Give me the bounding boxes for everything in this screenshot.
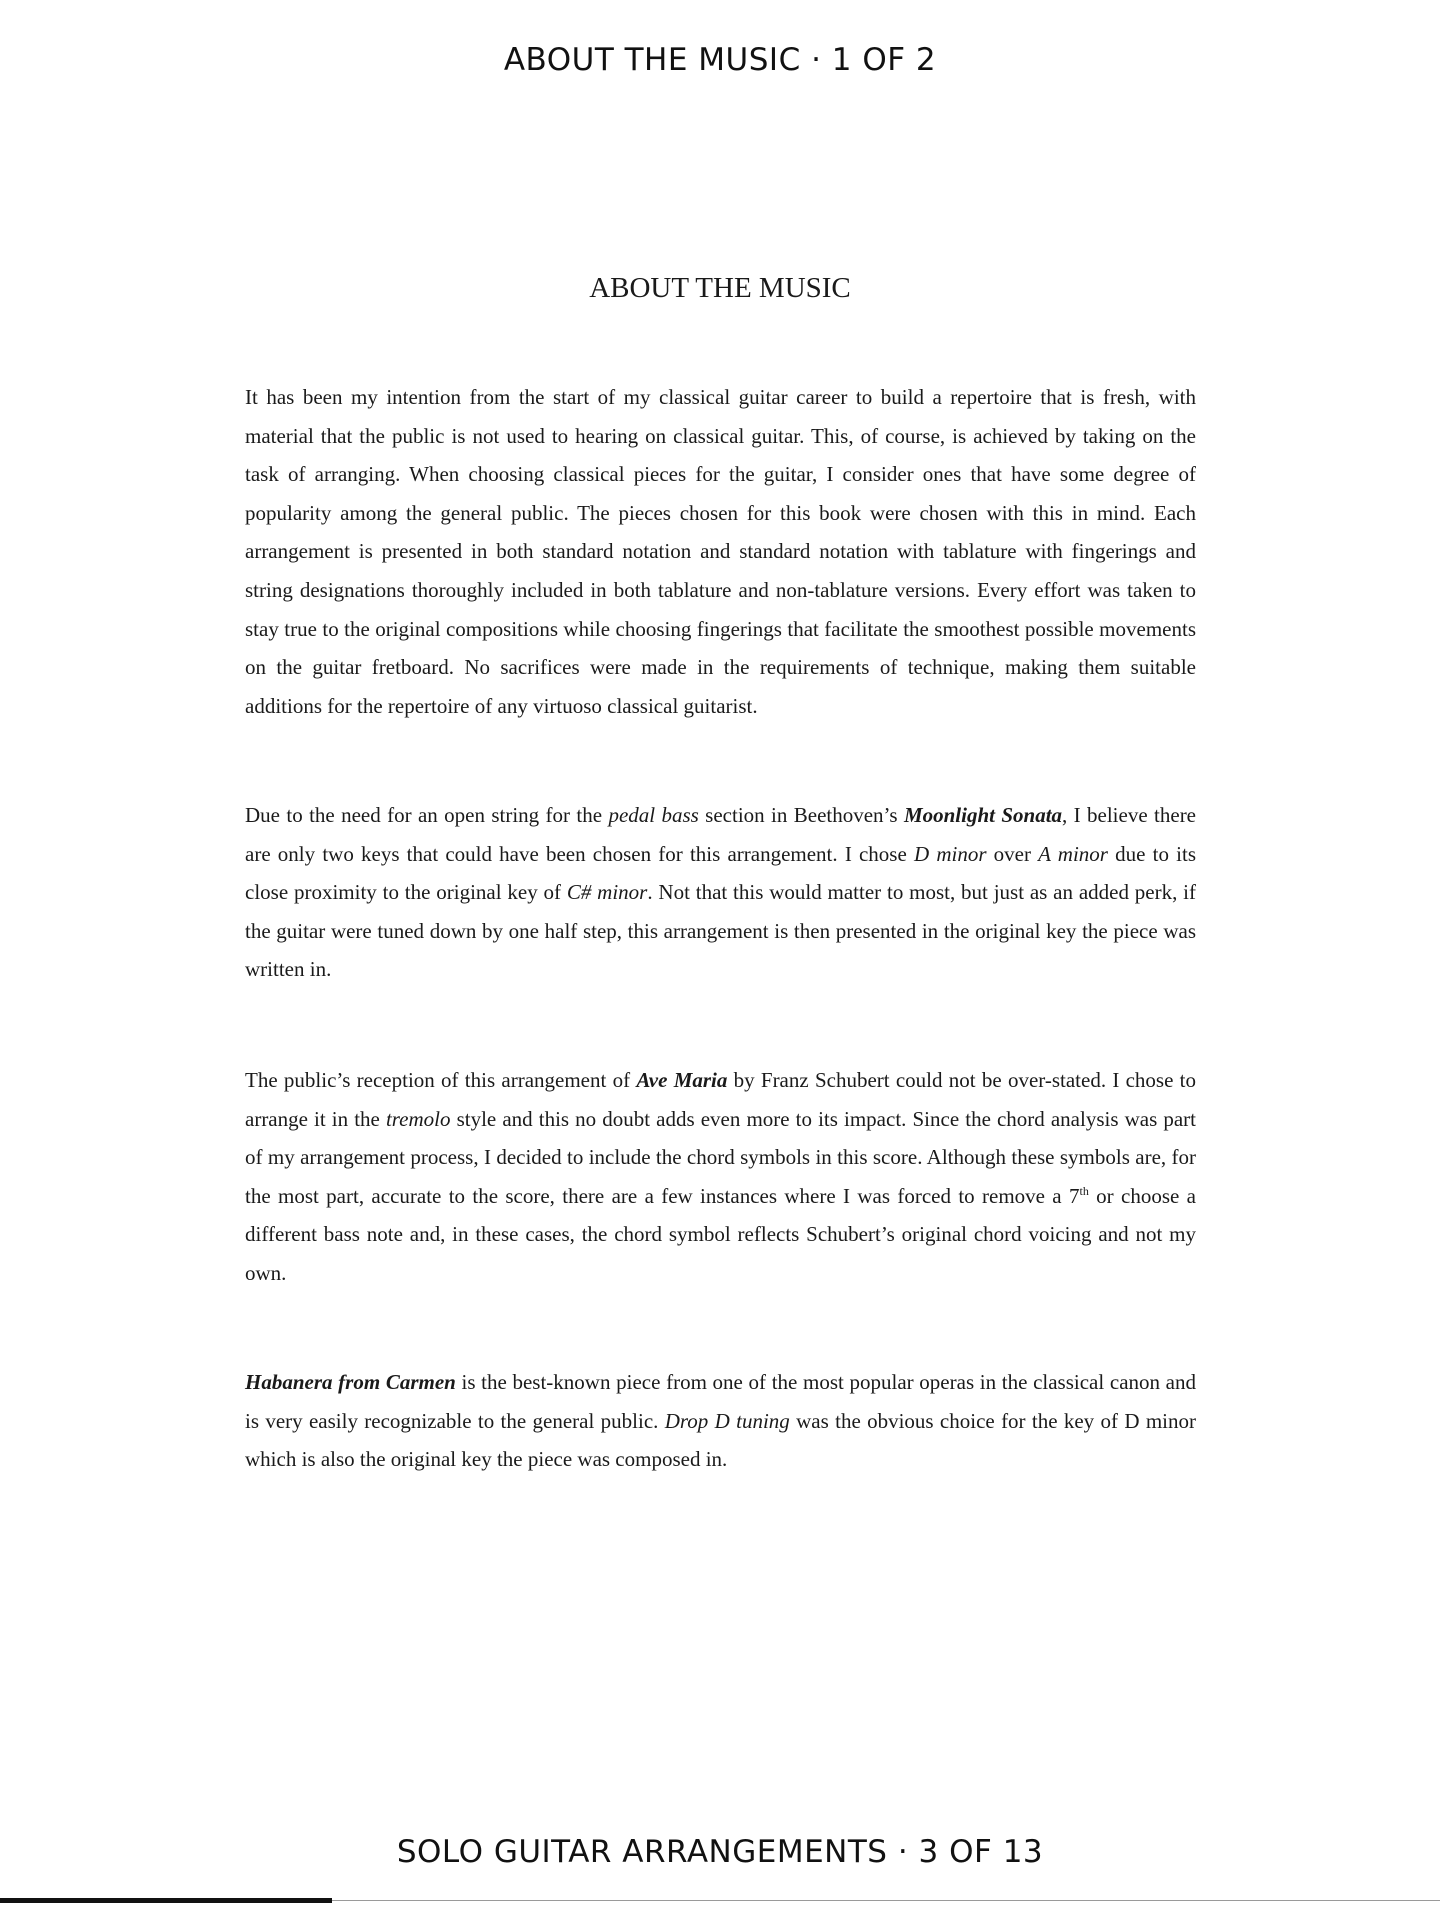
text-run: style and this no doubt adds even more to its impact. Since the chord analysis was part of my arrangement process, I decided to include the chord symbols in this score. Although these symbols are, for the most part, accurate to the score, there are a few instances where I was forced to remove a 7 [245,1106,1196,1208]
paragraph-moonlight-sonata [245,796,1196,989]
reading-progress-fill[interactable] [0,1898,332,1903]
italic-term: pedal bass [608,803,699,827]
italic-key: D minor [913,841,987,866]
text-run: Due to the need for an open string for the [245,803,609,827]
chapter-location-header: ABOUT THE MUSIC · 1 OF 2 [503,42,937,78]
text-run: was the obvious choice for the key of D minor which is also the original key the piece was composed in. [245,1408,1196,1472]
text-run: The public’s reception of this arrangement of [245,1068,637,1092]
paragraph-intro-text: It has been my intention from the start of my classical guitar career to build a repertoire that is fresh, with material that the public is not used to hearing on classical guitar. This, of course, is achieved by taking on the task of arranging. When choosing classical pieces for the guitar, I consider ones that have some degree of popularity among the general public. The pieces chosen for this book were chosen with this in mind. Each arrangement is presented in both standard notation and standard notation with tablature with fingerings and string designations thoroughly included in both tablature and non-tablature versions. Every effort was taken to stay true to the original compositions while choosing fingerings that facilitate the smoothest possible movements on the guitar fretboard. No sacrifices were made in the requirements of technique, making them suitable additions for the repertoire of any virtuoso classical guitarist. [245,385,1196,718]
italic-term: tremolo [385,1106,451,1131]
paragraph-ave-maria [245,1061,1196,1293]
italic-key: A minor [1038,841,1108,866]
piece-title: Moonlight Sonata [903,803,1063,827]
piece-title: Ave Maria [636,1068,728,1092]
text-run: or choose a different bass note and, in these cases, the chord symbol reflects Schubert’s original chord voicing and not my own. [245,1183,1196,1285]
book-progress-footer[interactable]: SOLO GUITAR ARRANGEMENTS · 3 OF 13 [396,1834,1044,1870]
italic-term: Drop D tuning [664,1408,790,1433]
superscript: th [1079,1183,1089,1198]
text-run: . Not that this would matter to most, but just as an added perk, if the guitar were tuned down by one half step, this arrangement is then presented in the original key the piece was written in. [245,880,1196,982]
italic-key: C# minor [566,880,648,905]
piece-title: Habanera from Carmen [245,1370,456,1394]
text-run: by Franz Schubert could not be over-stated. I chose to arrange it in the [245,1068,1196,1131]
text-run: section in Beethoven’s [698,803,904,827]
paragraph-intro [245,378,1196,725]
text-run: is the best-known piece from one of the most popular operas in the classical canon and is very easily recognizable to the general public. [245,1370,1196,1433]
text-run: due to its close proximity to the original key of [245,841,1196,905]
paragraph-habanera [245,1363,1196,1479]
text-run: over [986,841,1039,866]
document-title: ABOUT THE MUSIC [589,272,851,304]
text-run: , I believe there are only two keys that could have been chosen for this arrangement. I chose [245,803,1197,866]
